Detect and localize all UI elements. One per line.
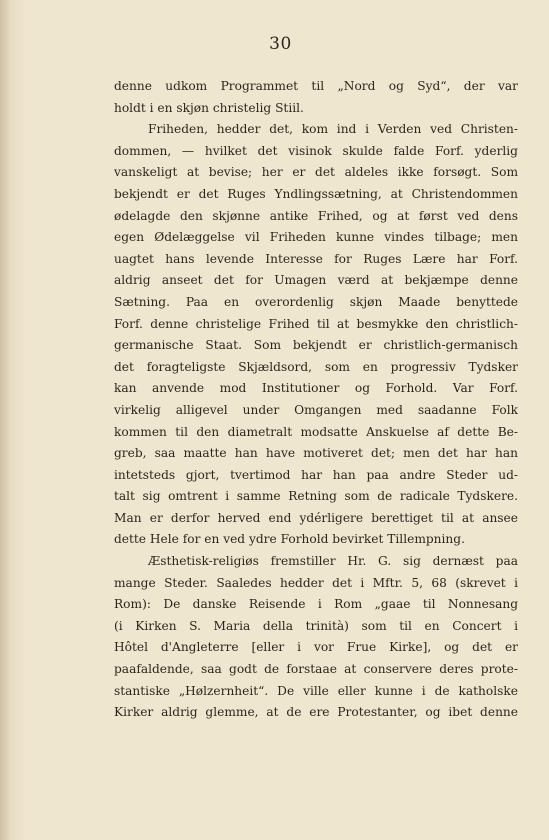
text-line: paafaldende, saa godt de forstaae at conservere deres prote- <box>114 662 518 677</box>
text-line: Friheden, hedder det, kom ind i Verden ved Christen- <box>148 122 518 137</box>
text-line: denne udkom Programmet til „Nord og Syd“, der var <box>114 79 518 93</box>
page-number: 30 <box>269 34 292 54</box>
text-line: uagtet hans levende Interesse for Ruges Lære har Forf. <box>114 251 518 266</box>
text-line: det foragteligste Skjældsord, som en progressiv Tydsker <box>114 359 518 374</box>
text-line: kommen til den diametralt modsatte Anskuelse af dette Be- <box>114 424 518 439</box>
text-line: germanische Staat. Som bekjendt er christlich-germanisch <box>114 338 518 353</box>
text-line: greb, saa maatte han have motiveret det; men det har han <box>114 446 518 461</box>
text-line: Æsthetisk-religiøs fremstiller Hr. G. sig dernæst paa <box>148 554 518 569</box>
text-line: dette Hele for en ved ydre Forhold bevirket Tillempning. <box>114 532 465 547</box>
text-line: kan anvende mod Institutioner og Forhold. Var Forf. <box>114 381 518 396</box>
text-line: bekjendt er det Ruges Yndlingssætning, at Christendommen <box>114 186 518 201</box>
body-text <box>114 76 518 724</box>
text-line: Hôtel d'Angleterre [eller i vor Frue Kirke], og det er <box>114 640 518 655</box>
text-line: stantiske „Hølzernheit“. De ville eller kunne i de katholske <box>114 683 518 698</box>
text-line: Rom): De danske Reisende i Rom „gaae til Nonnesang <box>114 597 518 612</box>
text-line: dommen, — hvilket det visinok skulde falde Forf. yderlig <box>114 143 518 158</box>
text-line: aldrig anseet det for Umagen værd at bekjæmpe denne <box>114 273 518 288</box>
text-line: virkelig alligevel under Omgangen med saadanne Folk <box>114 402 518 417</box>
text-line: intetsteds gjort, tvertimod har han paa andre Steder ud- <box>114 467 518 482</box>
text-line: Kirker aldrig glemme, at de ere Protestanter, og ibet denne <box>114 705 518 720</box>
text-line: egen Ødelæggelse vil Friheden kunne vindes tilbage; men <box>114 230 518 245</box>
text-line: Sætning. Paa en overordenlig skjøn Maade benyttede <box>114 294 518 309</box>
text-line: ødelagde den skjønne antike Frihed, og at først ved dens <box>114 208 518 223</box>
text-line: holdt i en skjøn christelig Stiil. <box>114 100 304 115</box>
text-line: vanskeligt at bevise; her er det aldeles ikke forsøgt. Som <box>114 165 518 180</box>
text-line: mange Steder. Saaledes hedder det i Mftr. 5, 68 (skrevet i <box>114 575 518 590</box>
text-line: Forf. denne christelige Frihed til at besmykke den christlich- <box>114 316 518 331</box>
text-line: Man er derfor herved end ydérligere berettiget til at ansee <box>114 510 518 525</box>
text-line: talt sig omtrent i samme Retning som de radicale Tydskere. <box>114 489 518 504</box>
text-line: (i Kirken S. Maria della trinità) som til en Concert i <box>114 618 518 633</box>
